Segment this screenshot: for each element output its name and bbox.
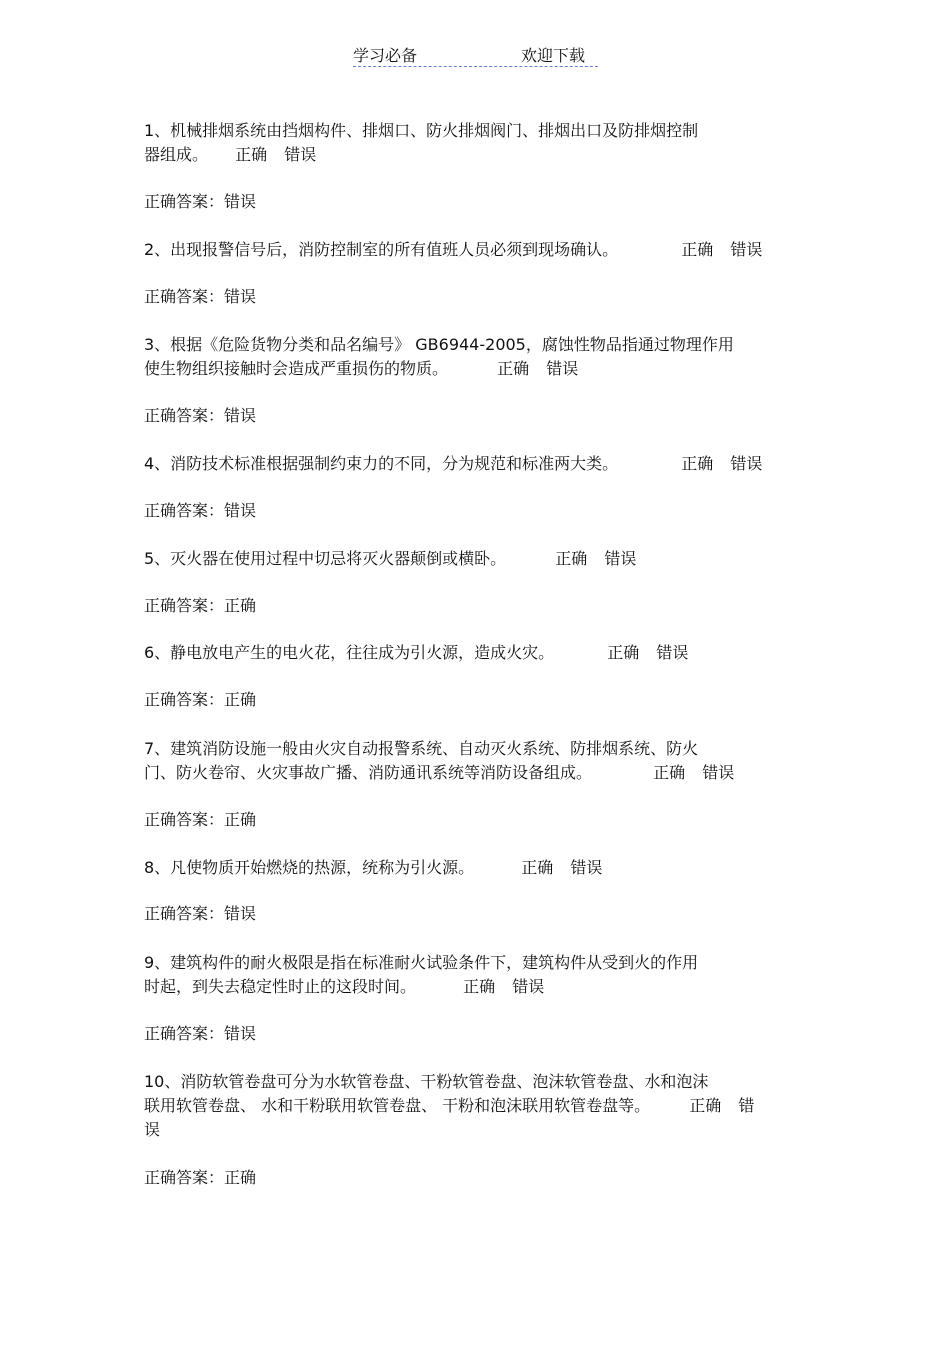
option-false: 错 (738, 1096, 755, 1115)
header-right-text: 欢迎下载 (521, 46, 586, 65)
option-false: 错误 (604, 549, 637, 568)
answer-10: 正确答案：正确 (144, 1168, 257, 1187)
page-header (353, 40, 598, 67)
answer-1: 正确答案：错误 (144, 192, 257, 211)
option-true: 正确 (235, 145, 268, 164)
answer-5: 正确答案：正确 (144, 596, 257, 615)
option-false: 错误 (656, 643, 689, 662)
question-text-line1: 9、建筑构件的耐火极限是指在标准耐火试验条件下，建筑构件从受到火的作用 (144, 953, 699, 972)
option-true: 正确 (653, 763, 686, 782)
question-text-line1: 1、机械排烟系统由挡烟构件、排烟口、防火排烟阀门、排烟出口及防排烟控制 (144, 121, 699, 140)
option-true: 正确 (607, 643, 640, 662)
header-left-text: 学习必备 (353, 46, 418, 65)
question-text-line2: 器组成。 (144, 145, 209, 164)
question-text-line2: 联用软管卷盘、 水和干粉联用软管卷盘、 干粉和泡沫联用软管卷盘等。 (144, 1096, 651, 1115)
question-1 (144, 119, 814, 167)
question-9 (144, 951, 814, 999)
option-true: 正确 (463, 977, 496, 996)
answer-9: 正确答案：错误 (144, 1024, 257, 1043)
question-text-line1: 10、消防软管卷盘可分为水软管卷盘、干粉软管卷盘、泡沫软管卷盘、水和泡沫 (144, 1072, 709, 1091)
question-10 (144, 1070, 814, 1142)
question-text-line1: 8、凡使物质开始燃烧的热源，统称为引火源。 (144, 858, 475, 877)
option-true: 正确 (689, 1096, 722, 1115)
answer-6: 正确答案：正确 (144, 690, 257, 709)
option-false: 错误 (284, 145, 317, 164)
question-text-line1: 3、根据《危险货物分类和品名编号》 GB6944-2005，腐蚀性物品指通过物理作用 (144, 335, 734, 354)
option-true: 正确 (497, 359, 530, 378)
answer-8: 正确答案：错误 (144, 904, 257, 923)
question-5 (144, 547, 814, 571)
question-4 (144, 452, 814, 476)
option-false: 错误 (570, 858, 603, 877)
question-text-line2: 时起，到失去稳定性时止的这段时间。 (144, 977, 417, 996)
question-2 (144, 238, 814, 262)
question-text-line2: 门、防火卷帘、火灾事故广播、消防通讯系统等消防设备组成。 (144, 763, 593, 782)
option-false: 错误 (730, 240, 763, 259)
question-text-line3: 误 (144, 1120, 161, 1139)
option-true: 正确 (521, 858, 554, 877)
option-false: 错误 (702, 763, 735, 782)
question-6 (144, 641, 814, 665)
option-true: 正确 (681, 240, 714, 259)
option-false: 错误 (730, 454, 763, 473)
answer-2: 正确答案：错误 (144, 287, 257, 306)
question-8 (144, 856, 814, 880)
question-text-line2: 使生物组织接触时会造成严重损伤的物质。 (144, 359, 449, 378)
answer-4: 正确答案：错误 (144, 501, 257, 520)
option-false: 错误 (512, 977, 545, 996)
option-false: 错误 (546, 359, 579, 378)
question-3 (144, 333, 814, 381)
question-text-line1: 4、消防技术标准根据强制约束力的不同，分为规范和标准两大类。 (144, 454, 619, 473)
question-text-line1: 5、灭火器在使用过程中切忌将灭火器颠倒或横卧。 (144, 549, 507, 568)
question-text-line1: 2、出现报警信号后，消防控制室的所有值班人员必须到现场确认。 (144, 240, 619, 259)
answer-3: 正确答案：错误 (144, 406, 257, 425)
option-true: 正确 (681, 454, 714, 473)
option-true: 正确 (555, 549, 588, 568)
answer-7: 正确答案：正确 (144, 810, 257, 829)
question-text-line1: 6、静电放电产生的电火花，往往成为引火源，造成火灾。 (144, 643, 555, 662)
question-text-line1: 7、建筑消防设施一般由火灾自动报警系统、自动灭火系统、防排烟系统、防火 (144, 739, 699, 758)
question-7 (144, 737, 814, 785)
